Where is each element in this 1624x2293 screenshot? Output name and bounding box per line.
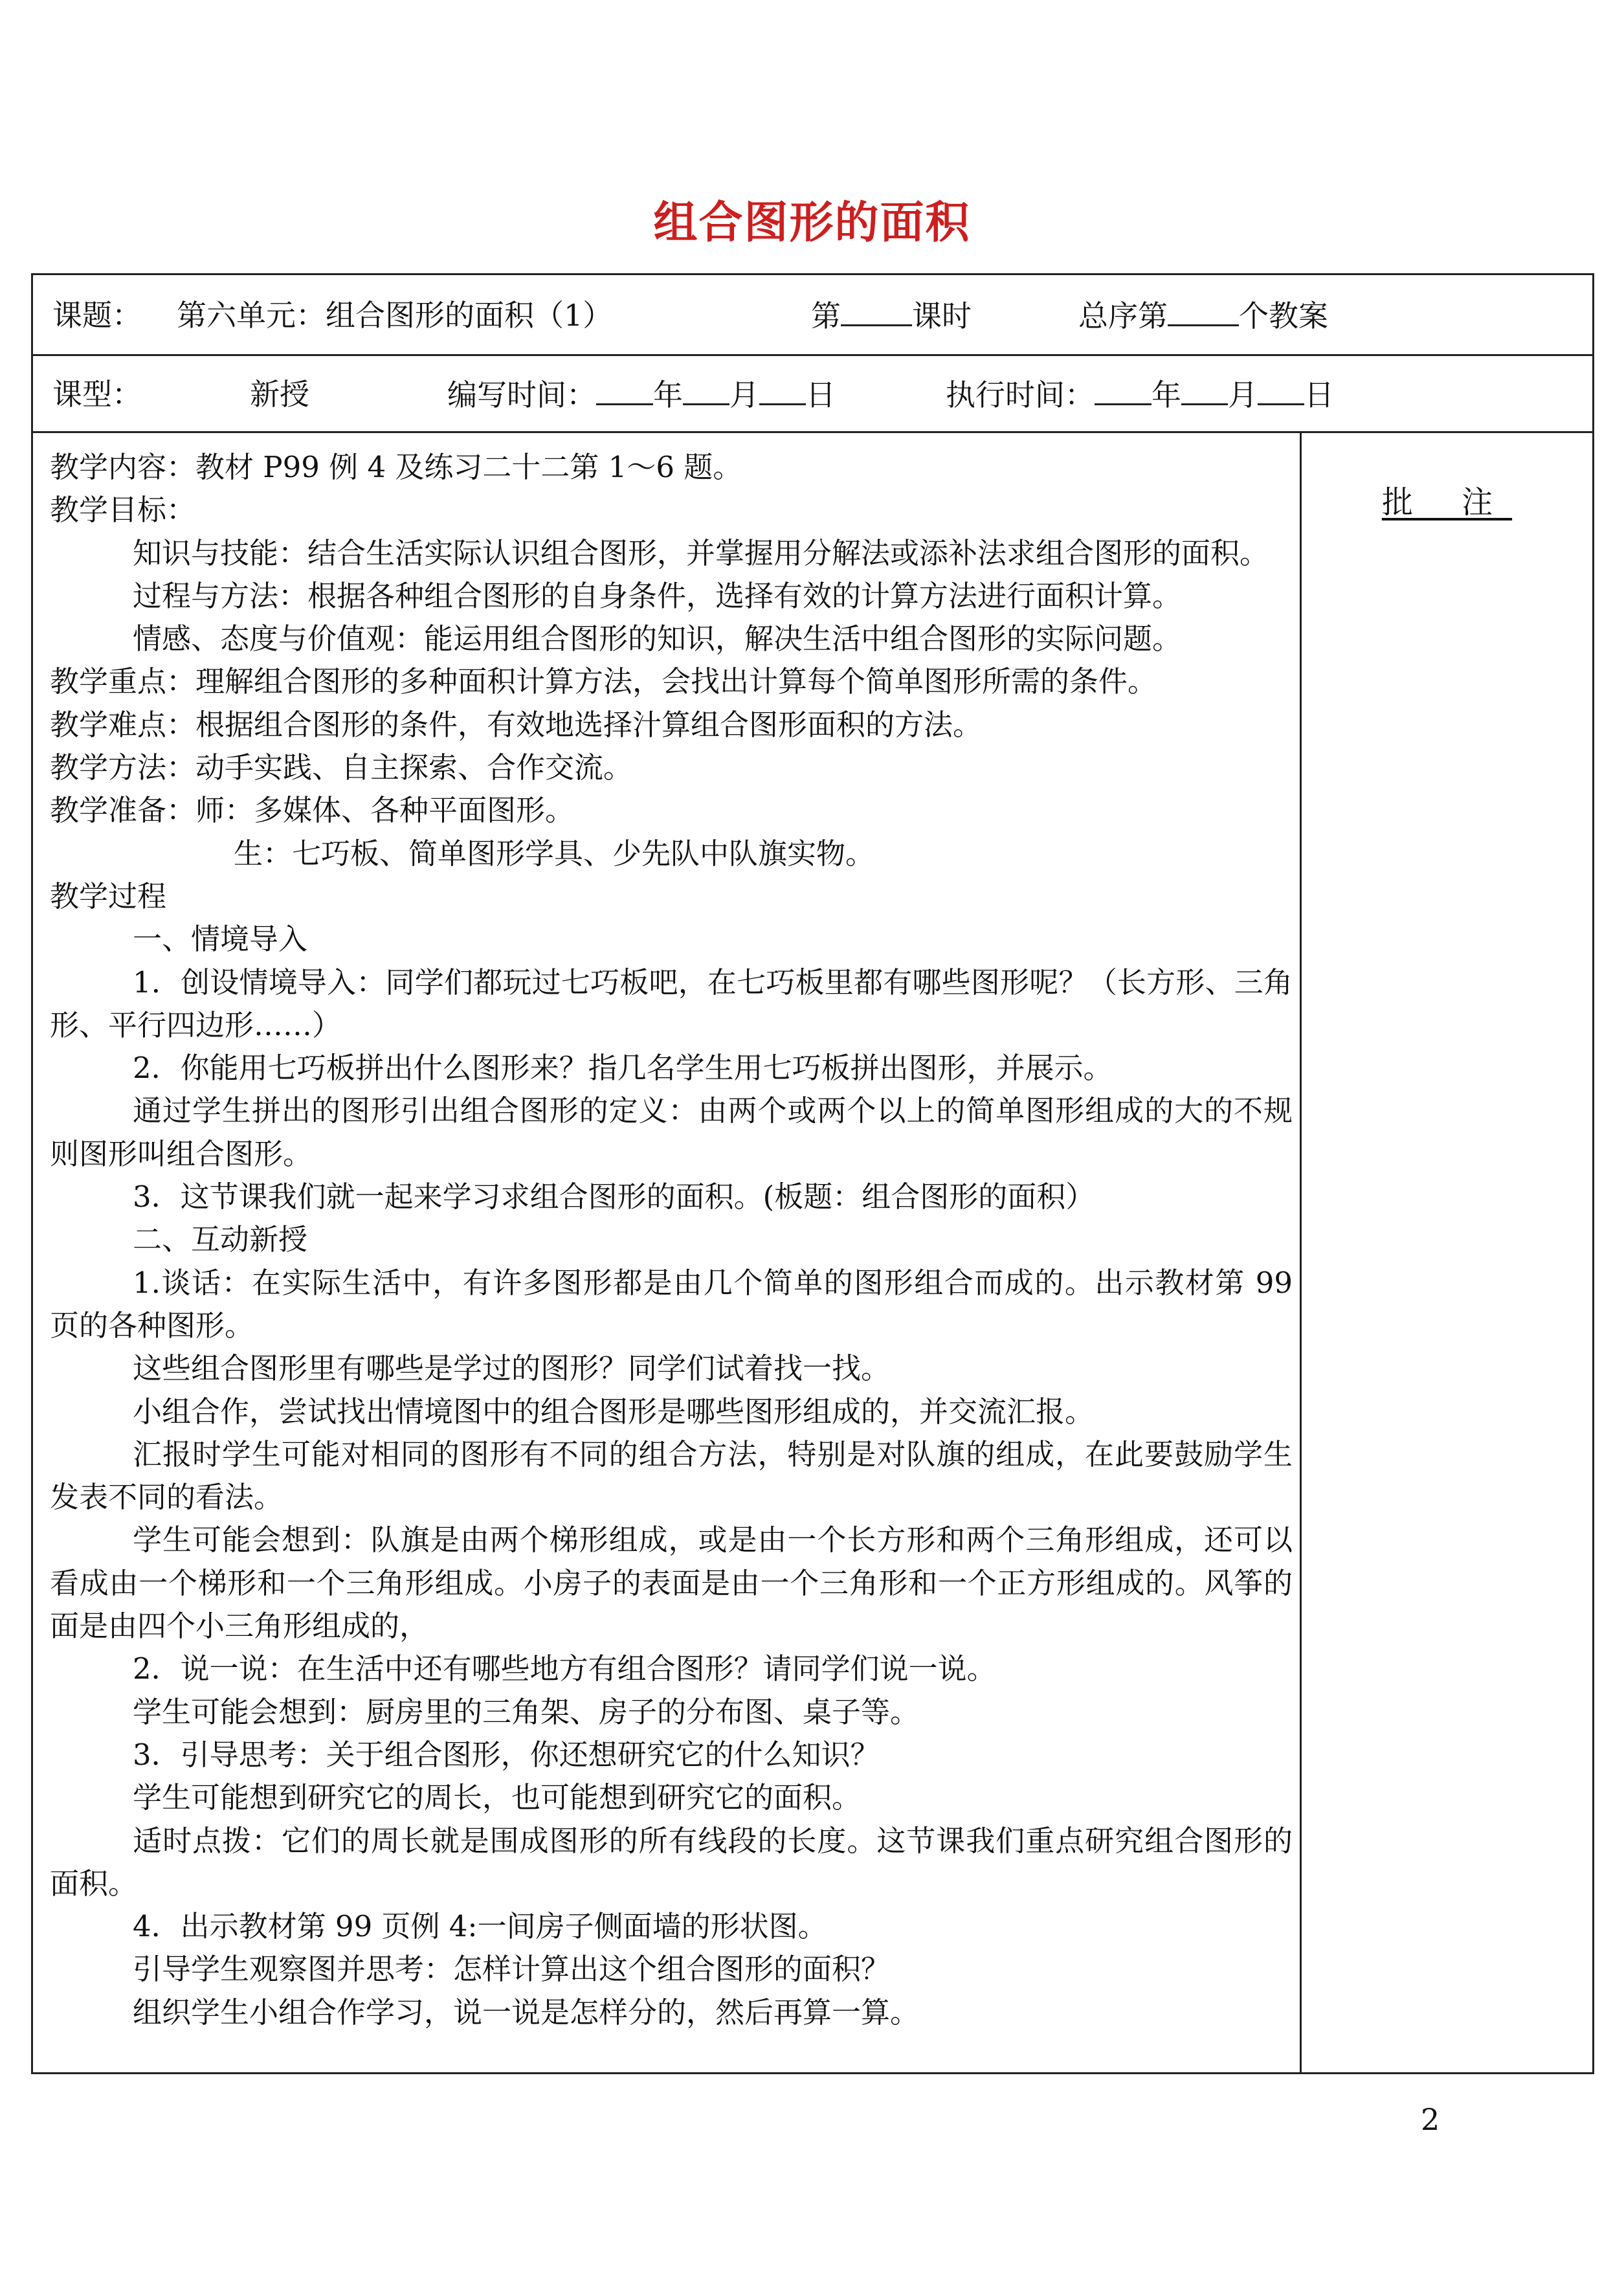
exec-month-blank[interactable] — [1181, 375, 1228, 405]
content-line: 教学准备：师：多媒体、各种平面图形。 — [50, 793, 575, 828]
content-line: 学生可能会想到：厨房里的三角架、房子的分布图、桌子等。 — [133, 1694, 920, 1729]
order-suffix: 个教案 — [1239, 298, 1328, 333]
write-year-label: 年 — [653, 377, 683, 412]
content-line: 组织学生小组合作学习，说一说是怎样分的，然后再算一算。 — [133, 1995, 920, 2030]
topic-label: 课题： — [52, 298, 142, 333]
exec-day-label: 日 — [1304, 377, 1334, 412]
annotation-column — [1302, 433, 1592, 2072]
content-line: 1.谈话：在实际生活中，有许多图形都是由几个简单的图形组合而成的。出示教材第 99 页的各种图形。 — [50, 1265, 1302, 1343]
exec-time-label: 执行时间： — [946, 377, 1095, 412]
topic-value: 第六单元：组合图形的面积（1） — [177, 298, 613, 333]
content-line: 生：七巧板、简单图形学具、少先队中队旗实物。 — [234, 836, 875, 871]
order-field — [1078, 296, 1328, 335]
content-line: 二、互动新授 — [133, 1222, 308, 1257]
content-line: 知识与技能：结合生活实际认识组合图形，并掌握用分解法或添补法求组合图形的面积。 — [133, 535, 1269, 570]
content-line: 教学难点：根据组合图形的条件，有效地选择汁算组合图形面积的方法。 — [50, 707, 983, 742]
write-time-label: 编写时间： — [447, 377, 596, 412]
content-line: 情感、态度与价值观：能运用组合图形的知识，解决生活中组合图形的实际问题。 — [133, 621, 1182, 656]
order-blank[interactable] — [1168, 296, 1239, 326]
write-year-blank[interactable] — [596, 375, 653, 405]
lesson-content — [50, 446, 1302, 2034]
write-month-blank[interactable] — [683, 375, 729, 405]
exec-day-blank[interactable] — [1258, 375, 1304, 405]
write-day-label: 日 — [806, 377, 836, 412]
content-line: 汇报时学生可能对相同的图形有不同的组合方法，特别是对队旗的组成，在此要鼓励学生发表不同的看法。 — [50, 1437, 1293, 1515]
content-line: 教学过程 — [50, 878, 167, 913]
exec-month-label: 月 — [1228, 377, 1258, 412]
content-line: 教学重点：理解组合图形的多种面积计算方法，会找出计算每个简单图形所需的条件。 — [50, 664, 1157, 699]
content-line: 适时点拨：它们的周长就是围成图形的所有线段的长度。这节课我们重点研究组合图形的面积。 — [50, 1823, 1293, 1901]
content-line: 这些组合图形里有哪些是学过的图形？同学们试着找一找。 — [133, 1351, 891, 1386]
content-line: 教学内容：教材 P99 例 4 及练习二十二第 1～6 题。 — [50, 450, 742, 484]
content-line: 学生可能会想到：队旗是由两个梯形组成，或是由一个长方形和两个三角形组成，还可以看成由一个梯形和一个三角形组成。小房子的表面是由一个三角形和一个正方形组成的。风筝的面是由四个小三角形组成的， — [50, 1523, 1293, 1644]
content-line: 一、情境导入 — [133, 922, 308, 957]
period-blank[interactable] — [841, 296, 912, 326]
content-line: 引导学生观察图并思考：怎样计算出这个组合图形的面积？ — [133, 1952, 891, 1987]
order-prefix: 总序第 — [1078, 298, 1168, 333]
write-time-field — [447, 375, 836, 414]
content-line: 过程与方法：根据各种组合图形的自身条件，选择有效的计算方法进行面积计算。 — [133, 578, 1182, 613]
content-line: 4．出示教材第 99 页例 4:一间房子侧面墙的形状图。 — [133, 1909, 827, 1944]
content-line: 教学目标： — [50, 493, 196, 528]
content-line: 通过学生拼出的图形引出组合图形的定义：由两个或两个以上的简单图形组成的大的不规则图形叫组合图形。 — [50, 1093, 1293, 1171]
lesson-plan-table — [31, 273, 1594, 2074]
content-line: 学生可能想到研究它的周长，也可能想到研究它的面积。 — [133, 1780, 862, 1815]
content-line: 1．创设情境导入：同学们都玩过七巧板吧，在七巧板里都有哪些图形呢？（长方形、三角形、平行四边形……） — [50, 965, 1293, 1042]
page-number: 2 — [1421, 2102, 1440, 2137]
period-prefix: 第 — [811, 298, 841, 333]
write-day-blank[interactable] — [759, 375, 806, 405]
exec-time-field — [946, 375, 1334, 414]
page-title: 组合图形的面积 — [653, 197, 971, 249]
period-field — [811, 296, 972, 335]
content-line: 2．你能用七巧板拼出什么图形来？指几名学生用七巧板拼出图形，并展示。 — [133, 1051, 1113, 1086]
type-value: 新授 — [250, 377, 309, 412]
topic-row — [33, 275, 1592, 356]
annotation-label: 批 注 — [1381, 484, 1513, 520]
exec-year-label: 年 — [1151, 377, 1181, 412]
period-suffix: 课时 — [912, 298, 972, 333]
content-line: 2．说一说：在生活中还有哪些地方有组合图形？请同学们说一说。 — [133, 1651, 996, 1686]
type-row — [33, 354, 1592, 433]
content-line: 3．引导思考：关于组合图形，你还想研究它的什么知识？ — [133, 1737, 880, 1772]
type-label: 课型： — [52, 377, 142, 412]
write-month-label: 月 — [729, 377, 759, 412]
content-line: 教学方法：动手实践、自主探索、合作交流。 — [50, 750, 633, 785]
content-line: 小组合作，尝试找出情境图中的组合图形是哪些图形组成的，并交流汇报。 — [133, 1394, 1095, 1429]
content-line: 3．这节课我们就一起来学习求组合图形的面积。(板题：组合图形的面积） — [133, 1180, 1095, 1214]
exec-year-blank[interactable] — [1095, 375, 1151, 405]
lesson-body — [33, 433, 1302, 2072]
